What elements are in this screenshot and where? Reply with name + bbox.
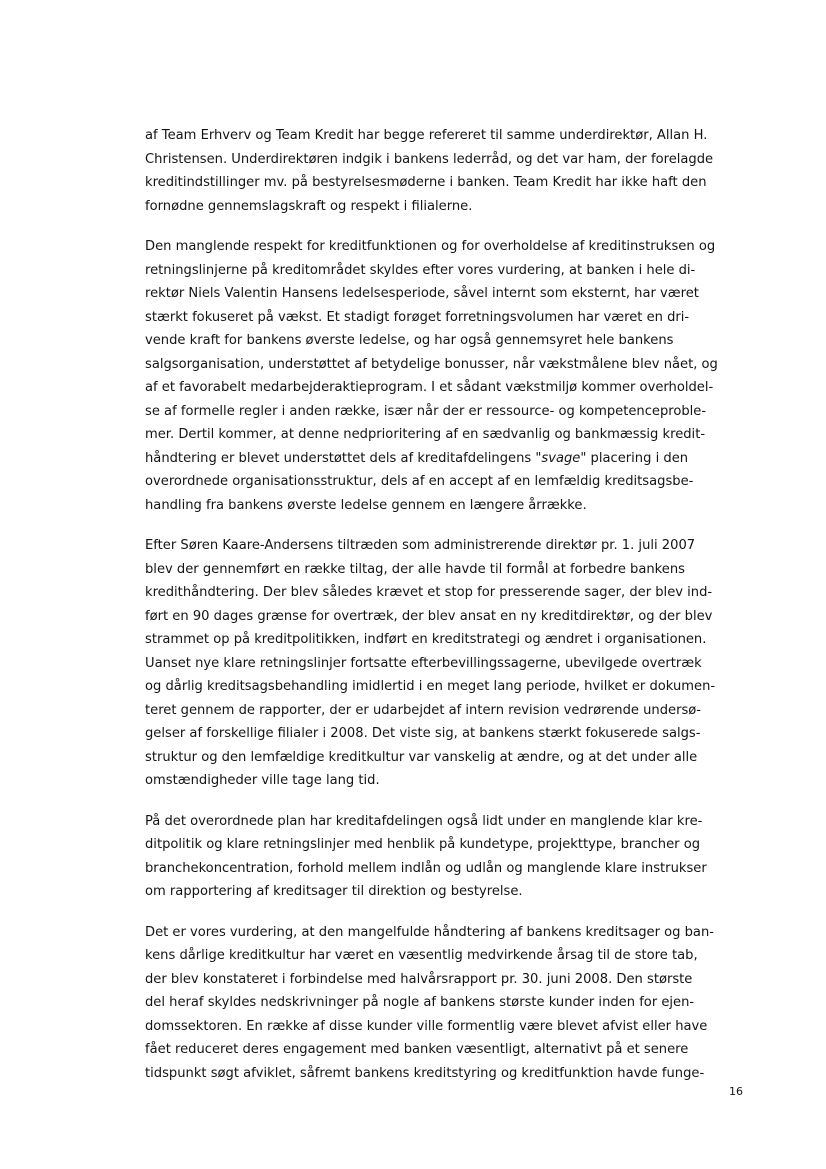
text-line: fået reduceret deres engagement med banken væsentligt, alternativt på et senere — [145, 1042, 689, 1057]
text-line: retningslinjerne på kreditområdet skyldes efter vores vurdering, at banken i hele di- — [145, 262, 696, 278]
page-number: 16 — [729, 1085, 743, 1098]
text-line: ført en 90 dages grænse for overtræk, der blev ansat en ny kreditdirektør, og der blev — [145, 608, 713, 624]
text-line: strammet op på kreditpolitikken, indført en kreditstrategi og ændret i organisationen. — [145, 632, 707, 647]
text-line: salgsorganisation, understøttet af betydelige bonusser, når vækstmålene blev nået, og — [145, 356, 718, 372]
text-line: vende kraft for bankens øverste ledelse, og har også gennemsyret hele bankens — [145, 333, 674, 348]
paragraph — [145, 810, 765, 904]
body-text — [145, 124, 765, 1102]
text-line: fornødne gennemslagskraft og respekt i filialerne. — [145, 198, 473, 214]
text-line: kredithåndtering. Der blev således krævet et stop for presserende sager, der blev ind- — [145, 585, 713, 600]
text-line: se af formelle regler i anden række, især når der er ressource- og kompetenceproble- — [145, 403, 707, 419]
text-line: Efter Søren Kaare-Andersens tiltræden som administrerende direktør pr. 1. juli 2007 — [145, 538, 696, 553]
text-line: rektør Niels Valentin Hansens ledelsesperiode, såvel internt som eksternt, har været — [145, 286, 699, 301]
text-line: mer. Dertil kommer, at denne nedprioritering af en sædvanlig og bankmæssig kredit- — [145, 427, 706, 442]
text-line: håndtering er blevet understøttet dels af kreditafdelingens "svage" placering i den — [145, 450, 689, 466]
text-line: blev der gennemført en række tiltag, der alle havde til formål at forbedre bankens — [145, 561, 685, 577]
paragraph — [145, 235, 765, 517]
text-line: kreditindstillinger mv. på bestyrelsesmøderne i banken. Team Kredit har ikke haft den — [145, 175, 707, 190]
text-line: overordnede organisationsstruktur, dels af en accept af en lemfældig kreditsagsbe- — [145, 474, 694, 489]
text-line: På det overordnede plan har kreditafdelingen også lidt under en manglende klar kre- — [145, 813, 703, 829]
text-line: kens dårlige kreditkultur har været en væsentlig medvirkende årsag til de store tab, — [145, 948, 698, 963]
text-line: handling fra bankens øverste ledelse gennem en længere årrække. — [145, 497, 587, 513]
text-line: tidspunkt søgt afviklet, såfremt bankens kreditstyring og kreditfunktion havde funge- — [145, 1065, 705, 1081]
paragraph — [145, 124, 765, 218]
text-line: Den manglende respekt for kreditfunktionen og for overholdelse af kreditinstruksen og — [145, 239, 716, 254]
text-line: teret gennem de rapporter, der er udarbejdet af intern revision vedrørende undersø- — [145, 702, 702, 718]
paragraph — [145, 534, 765, 793]
text-line: omstændigheder ville tage lang tid. — [145, 773, 380, 788]
text-line: domssektoren. En række af disse kunder ville formentlig være blevet afvist eller have — [145, 1018, 708, 1034]
text-line: del heraf skyldes nedskrivninger på nogle af bankens største kunder inden for ejen- — [145, 995, 695, 1010]
text-line: Det er vores vurdering, at den mangelfulde håndtering af bankens kreditsager og ban- — [145, 924, 714, 940]
paragraph — [145, 921, 765, 1086]
text-line: der blev konstateret i forbindelse med halvårsrapport pr. 30. juni 2008. Den største — [145, 971, 693, 987]
text-line: branchekoncentration, forhold mellem indlån og udlån og manglende klare instrukser — [145, 860, 707, 876]
text-line: og dårlig kreditsagsbehandling imidlertid i en meget lang periode, hvilket er dokumen- — [145, 679, 716, 694]
text-line: af et favorabelt medarbejderaktieprogram. I et sådant vækstmiljø kommer overholdel- — [145, 380, 714, 395]
text-line: struktur og den lemfældige kreditkultur var vanskelig at ændre, og at det under alle — [145, 749, 698, 765]
text-line: stærkt fokuseret på vækst. Et stadigt forøget forretningsvolumen har været en dri- — [145, 309, 690, 325]
text-line: gelser af forskellige filialer i 2008. Det viste sig, at bankens stærkt fokuserede salgs- — [145, 726, 701, 741]
text-line: om rapportering af kreditsager til direktion og bestyrelse. — [145, 884, 523, 899]
text-line: af Team Erhverv og Team Kredit har begge refereret til samme underdirektør, Allan H. — [145, 128, 708, 143]
text-line: Uanset nye klare retningslinjer fortsatte efterbevillingssagerne, ubevilgede overtræk — [145, 655, 702, 671]
text-line: Christensen. Underdirektøren indgik i bankens lederråd, og det var ham, der forelagde — [145, 151, 714, 167]
text-line: ditpolitik og klare retningslinjer med henblik på kundetype, projekttype, brancher og — [145, 837, 701, 852]
